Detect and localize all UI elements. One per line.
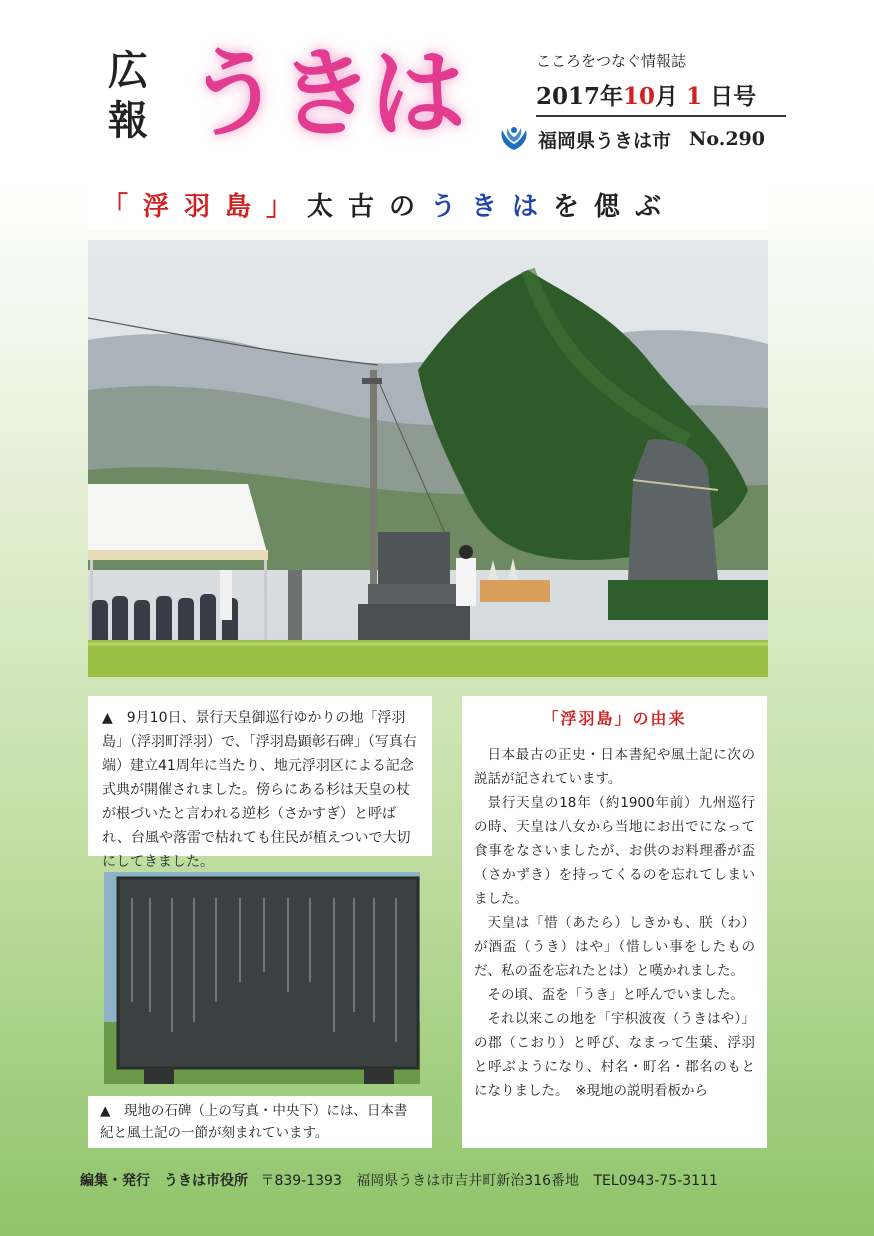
footer-tel: TEL0943-75-3111 (593, 1173, 718, 1189)
headline-part1: 「浮羽島」 (102, 191, 308, 222)
issue-number: No.290 (689, 128, 765, 150)
origin-title: 「浮羽島」の由来 (542, 709, 687, 728)
stone-monument-photo (104, 872, 420, 1084)
magazine-logo: うきは (186, 38, 462, 150)
photo-caption-ceremony: ▲ 9月10日、景行天皇御巡行ゆかりの地「浮羽島」（浮羽町浮羽）で、「浮羽島顕彰石碑」（写真右端）建立41周年に当たり、地元浮羽区による記念式典が開催されました。傍らにある杉は天皇の杖が根づいたと言われる逆杉（さかすぎ）と呼ばれ、台風や落雷で枯れても住民が植えついで大切にしてきました。 (88, 696, 432, 856)
issue-date-year: 2017年 (536, 83, 624, 110)
ceremony-photo-illustration (88, 240, 768, 677)
origin-paragraph-5: それ以来この地を「宇枳波夜（うきはや）」の郡（こおり）と呼び、なまって生葉、浮羽と呼ぶようになり、村名・町名・郡名のもとになりました。 ※現地の説明看板から (474, 1011, 755, 1099)
stone-monument-illustration (104, 872, 420, 1084)
footer-postal: 〒839-1393 (260, 1173, 342, 1189)
origin-paragraph-2: 景行天皇の18年（約1900年前）九州巡行の時、天皇は八女から当地にお出でになって食事をなさいましたが、お供のお料理番が盃（さかずき）を持ってくるのを忘れてしまいました。 (474, 795, 755, 907)
origin-paragraph-3: 天皇は「惜（あたら）しきかも、朕（わ）が酒盃（うき）はや」（惜しい事をしたものだ、私の盃を忘れたとは）と嘆かれました。 (474, 915, 755, 979)
issue-date-month-label: 月 (655, 83, 679, 110)
headline (88, 178, 768, 230)
issue-date-suffix: 日号 (710, 83, 757, 110)
origin-paragraph-1: 日本最古の正史・日本書紀や風土記に次の説話が記されています。 (474, 747, 755, 787)
footer-publisher: 編集・発行 うきは市役所 (80, 1173, 248, 1189)
ceremony-photo (88, 240, 768, 677)
headline-part3: うきは (430, 191, 554, 222)
issue-date (536, 78, 786, 117)
photo-caption-stone: ▲ 現地の石碑（上の写真・中央下）には、日本書紀と風土記の一節が刻まれています。 (88, 1096, 432, 1148)
origin-paragraph-4: その頃、盃を「うき」と呼んでいました。 (487, 987, 744, 1003)
issue-date-day: 1 (686, 83, 703, 110)
headline-part4: を偲ぶ (553, 191, 677, 222)
footer (80, 1170, 800, 1190)
masthead-kanji: 広報 (108, 47, 148, 144)
tagline: こころをつなぐ情報誌 (536, 52, 687, 70)
headline-part2: 太古の (307, 191, 431, 222)
city-emblem-icon (498, 124, 530, 154)
city-name: 福岡県うきは市 (538, 129, 672, 152)
city-row (498, 124, 798, 154)
issue-date-month: 10 (623, 83, 656, 110)
footer-address: 福岡県うきは市吉井町新治316番地 (356, 1173, 580, 1189)
origin-article (462, 696, 767, 1148)
